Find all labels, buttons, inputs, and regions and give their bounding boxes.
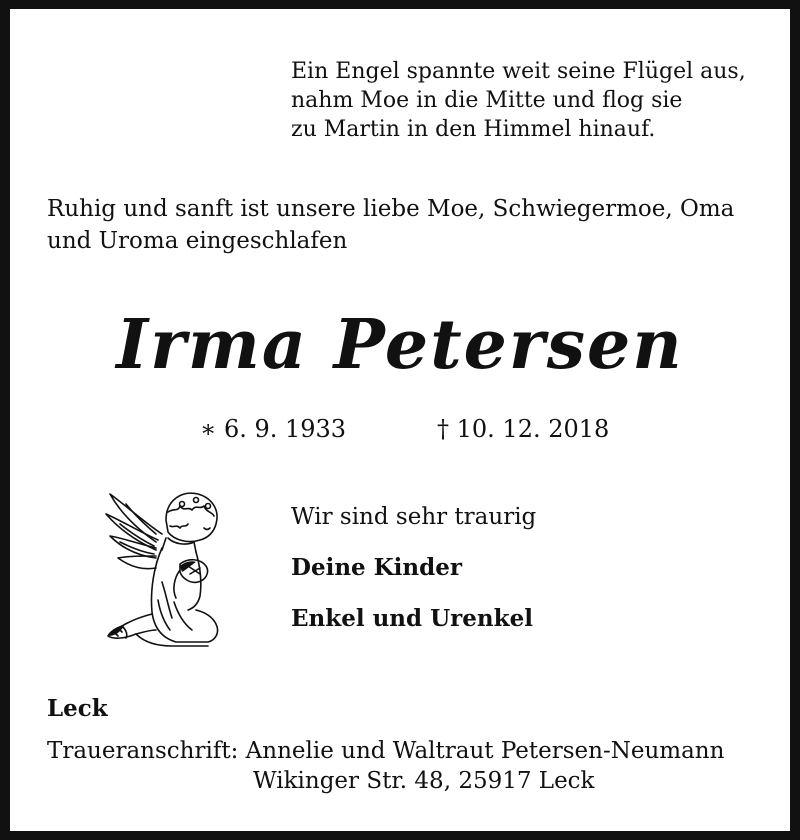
birth-date: ∗ 6. 9. 1933 (200, 415, 347, 443)
mourning-message: Wir sind sehr traurig (291, 504, 537, 530)
verse-line-1: Ein Engel spannte weit seine Flügel aus, (291, 59, 746, 84)
mourners-grandchildren: Enkel und Urenkel (291, 605, 533, 632)
deceased-name: Irma Petersen (116, 305, 684, 385)
intro-text (47, 193, 734, 257)
mourning-address-line-2: Wikinger Str. 48, 25917 Leck (253, 768, 595, 794)
mourners-children: Deine Kinder (291, 554, 462, 581)
death-date: † 10. 12. 2018 (437, 415, 610, 443)
intro-line-2: und Uroma eingeschlafen (47, 228, 348, 254)
verse-line-3: zu Martin in den Himmel hinauf. (291, 117, 656, 142)
place-name: Leck (47, 695, 108, 722)
mourning-address-line-1: Traueranschrift: Annelie und Waltraut Petersen-Neumann (47, 738, 725, 764)
verse-line-2: nahm Moe in die Mitte und flog sie (291, 88, 683, 113)
verse-block (291, 57, 746, 144)
intro-line-1: Ruhig und sanft ist unsere liebe Moe, Schwiegermoe, Oma (47, 196, 735, 222)
kneeling-angel-icon (96, 482, 226, 654)
